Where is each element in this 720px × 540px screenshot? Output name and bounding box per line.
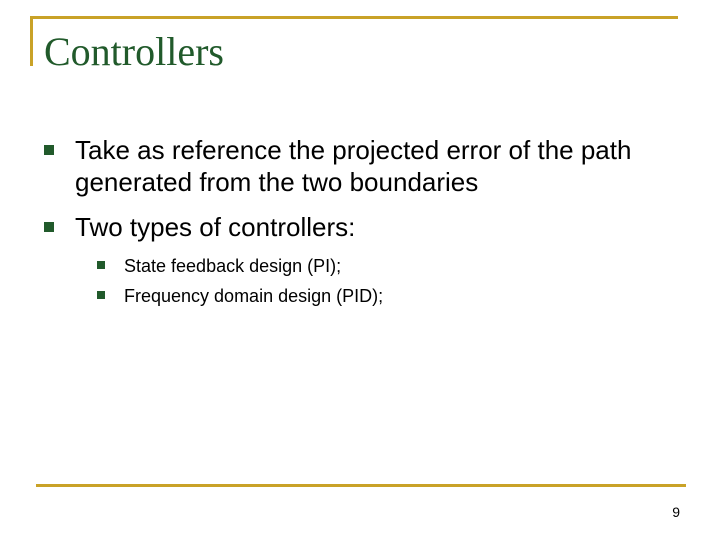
sub-bullet-item [97, 254, 657, 278]
bullet-text: Take as reference the projected error of the path generated from the two boundaries [75, 135, 632, 197]
slide-title: Controllers [44, 29, 224, 74]
square-bullet-icon [97, 291, 105, 299]
footer-divider [36, 484, 686, 487]
sub-bullet-item [97, 284, 657, 308]
sub-bullet-text: Frequency domain design (PID); [124, 286, 384, 306]
sub-bullet-text: State feedback design (PI); [124, 256, 342, 276]
title-frame-left-line [30, 16, 33, 66]
square-bullet-icon [44, 145, 54, 155]
square-bullet-icon [97, 261, 105, 269]
bullet-text: Two types of controllers: [75, 212, 356, 242]
bullet-item [44, 134, 664, 198]
page-number: 9 [672, 504, 680, 520]
bullet-item [44, 211, 664, 243]
square-bullet-icon [44, 222, 54, 232]
title-frame-top-line [30, 16, 678, 19]
